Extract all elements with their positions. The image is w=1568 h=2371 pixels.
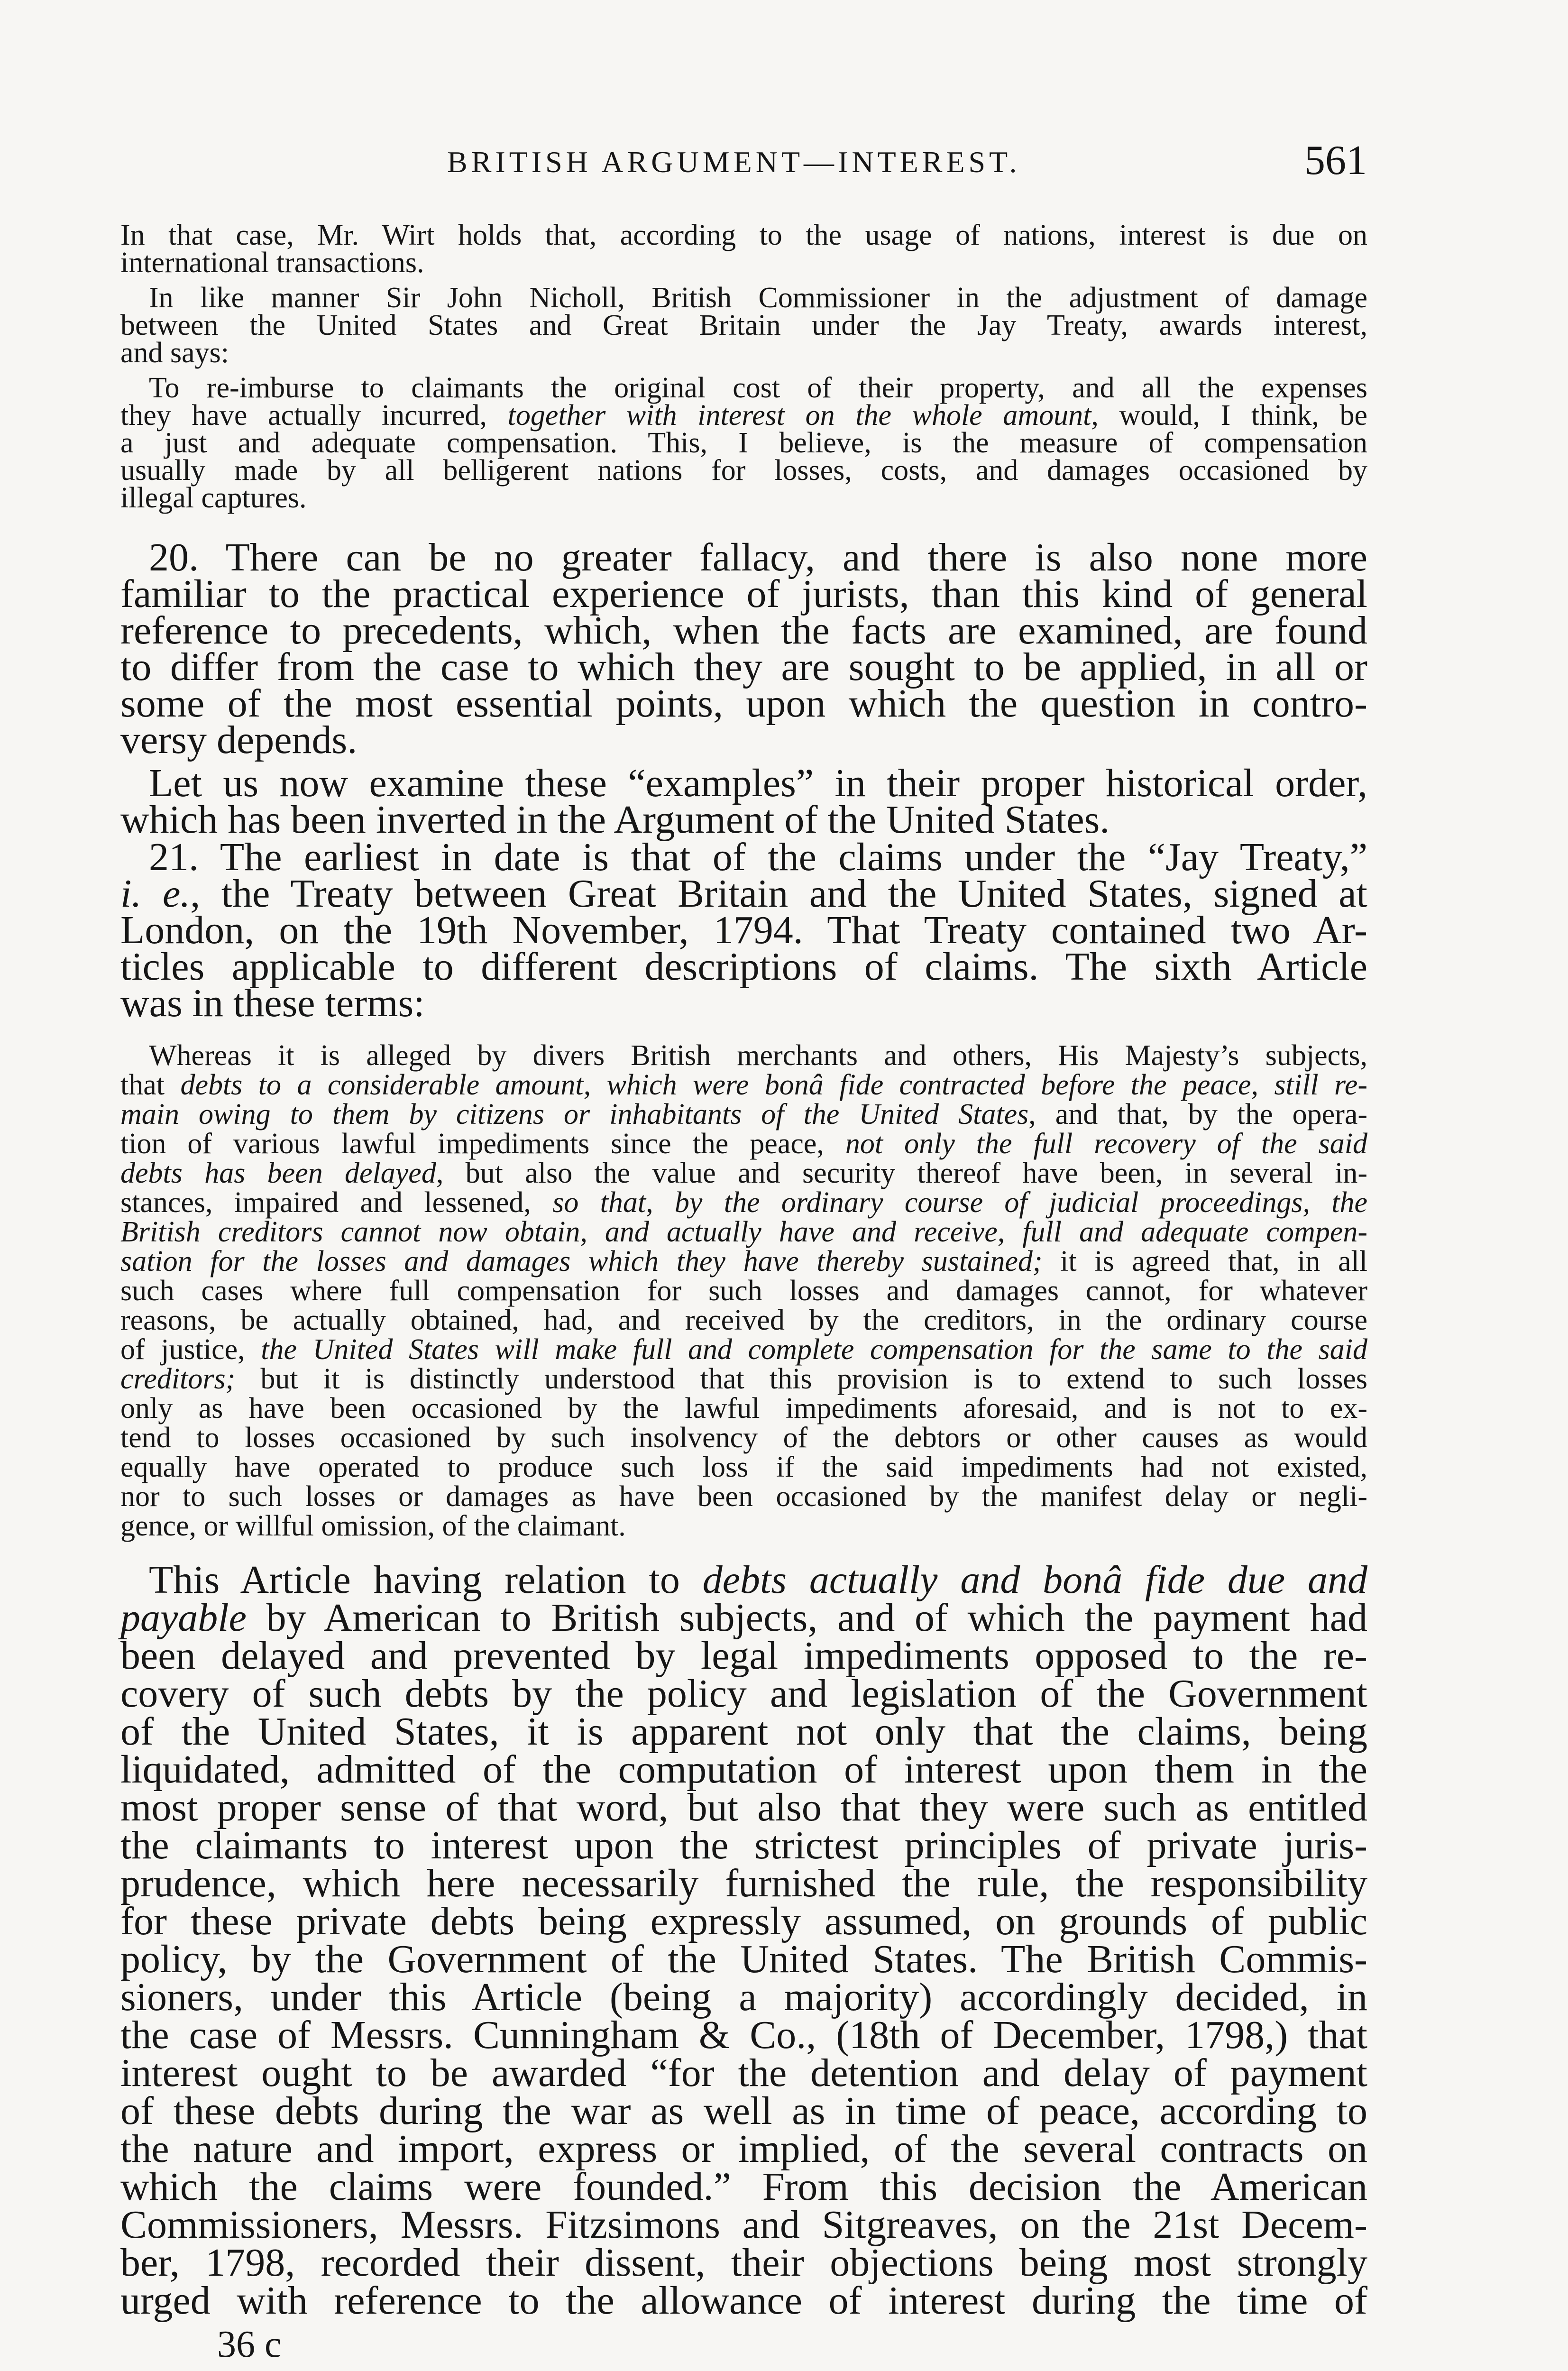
roman-text: a just and adequate compensation. This, I believe, is the measure of compensation [120,427,1367,459]
text-line [120,761,1367,805]
text-line [120,2013,1367,2057]
text-line [120,2051,1367,2095]
text-line [120,1861,1367,1905]
text-line [120,1709,1367,1754]
roman-text: of these debts during the war as well as in time of peace, according to [120,2089,1367,2133]
roman-text: which the claims were founded.” From this decision the American [120,2165,1367,2209]
roman-text: and says: [120,337,229,369]
section-21 [120,835,1367,1025]
text-line [120,718,1367,762]
text-line [120,2203,1367,2247]
section-article-six-quote [120,1041,1367,1541]
italic-text: payable [120,1596,247,1640]
text-line [120,681,1367,726]
running-title: BRITISH ARGUMENT—INTEREST. [447,145,1021,179]
roman-text: London, on the 19th November, 1794. That Treaty contained two Ar- [120,908,1367,952]
roman-text: liquidated, admitted of the computation of interest upon them in the [120,1747,1367,1792]
roman-text: most proper sense of that word, but also that they were such as entitled [120,1785,1367,1829]
text-line [120,1452,1367,1482]
italic-text: together with interest on the whole amount [507,399,1091,432]
opening-section [120,221,1367,512]
roman-text: only as have been occasioned by the lawful impediments aforesaid, and is not to ex- [120,1392,1367,1424]
italic-text: debts has been delayed [120,1157,436,1189]
text-line [120,2165,1367,2209]
roman-text: ber, 1798, recorded their dissent, their objections being most strongly [120,2241,1367,2285]
italic-text: i. e. [120,872,191,916]
paragraph-article-discussion [120,1558,1367,2323]
page-number: 561 [1304,138,1367,184]
roman-text: gence, or willful omission, of the claimant. [120,1510,626,1542]
text-line [120,1899,1367,1943]
section-examine [120,761,1367,842]
text-line [120,835,1367,879]
text-line [120,1335,1367,1364]
roman-text: they have actually incurred, [120,399,508,432]
text-line [120,1158,1367,1188]
text-line [120,1747,1367,1792]
roman-text: international transactions. [120,247,424,279]
roman-text: of the United States, it is apparent not only that the claims, being [120,1709,1367,1754]
text-line [120,1596,1367,1640]
text-line [120,872,1367,916]
roman-text: some of the most essential points, upon which the question in contro- [120,681,1367,726]
italic-text: the United States will make full and complete compensation for the same to the said [261,1333,1367,1366]
text-line [120,1823,1367,1867]
text-line [120,945,1367,989]
roman-text: 20. There can be no greater fallacy, and there is also none more [149,535,1367,579]
text-line [120,221,1367,249]
italic-text: main owing to them by citizens or inhabitants of the United States [120,1098,1029,1130]
text-line [120,484,1367,512]
roman-text: by American to British subjects, and of which the payment had [246,1596,1367,1640]
text-line [120,454,1367,487]
text-line [120,1188,1367,1217]
text-line [120,1634,1367,1678]
text-line [120,1785,1367,1829]
roman-text: but it is distinctly understood that this provision is to extend to such losses [235,1363,1367,1395]
paragraph-20 [120,535,1367,762]
italic-text: British creditors cannot now obtain, and actually have and receive, full and adequate compen- [120,1216,1367,1248]
roman-text: to differ from the case to which they are sought to be applied, in all or [120,645,1367,689]
italic-text: debts to a considerable amount, which were bonâ fide contracted before the peace, still re- [180,1069,1367,1101]
roman-text: sioners, under this Article (being a majority) accordingly decided, in [120,1975,1367,2019]
paragraph-examine [120,761,1367,842]
text-line [120,399,1367,432]
roman-text: that [120,1069,181,1101]
roman-text: policy, by the Government of the United States. The British Commis- [120,1937,1367,1981]
roman-text: This Article having relation to [149,1558,703,1602]
text-line [120,1247,1367,1276]
roman-text: illegal captures. [120,482,307,514]
text-line [120,1672,1367,1716]
text-line [120,798,1367,842]
roman-text: In like manner Sir John Nicholl, British Commissioner in the adjustment of damage [149,282,1367,314]
text-line [120,1276,1367,1305]
roman-text: versy depends. [120,718,358,762]
text-line [120,1217,1367,1247]
signature-mark: 36 c [217,2324,282,2365]
text-line [120,908,1367,952]
text-line [120,2089,1367,2133]
roman-text: nor to such losses or damages as have been occasioned by the manifest delay or negli- [120,1480,1367,1513]
text-line [120,284,1367,312]
roman-text: it is agreed that, in all [1042,1245,1368,1277]
roman-text: , the Treaty between Great Britain and the United States, signed at [190,872,1367,916]
text-line [120,1041,1367,1070]
text-line [120,2279,1367,2323]
roman-text: prudence, which here necessarily furnished the rule, the responsibility [120,1861,1367,1905]
text-line [120,1305,1367,1335]
text-line [120,1482,1367,1511]
roman-text: covery of such debts by the policy and legislation of the Government [120,1672,1367,1716]
text-line [120,429,1367,457]
roman-text: interest ought to be awarded “for the detention and delay of payment [120,2051,1367,2095]
text-line [120,1975,1367,2019]
italic-text: debts actually and bonâ fide due and [702,1558,1367,1602]
roman-text: between the United States and Great Britain under the Jay Treaty, awards interest, [120,309,1367,341]
paragraph-wirt [120,219,1367,279]
roman-text: Commissioners, Messrs. Fitzsimons and Sitgreaves, on the 21st Decem- [120,2203,1367,2247]
text-line [120,2127,1367,2171]
roman-text: To re-imburse to claimants the original cost of their property, and all the expenses [149,372,1367,404]
text-line [120,645,1367,689]
text-line [120,339,1367,367]
roman-text: familiar to the practical experience of jurists, than this kind of general [120,572,1367,616]
roman-text: such cases where full compensation for such losses and damages cannot, for whatever [120,1275,1367,1307]
roman-text: , and that, by the opera- [1028,1098,1368,1130]
text-line [120,1070,1367,1100]
roman-text: of justice, [120,1333,261,1366]
roman-text: Whereas it is alleged by divers British merchants and others, His Majesty’s subjects, [149,1039,1367,1072]
roman-text: been delayed and prevented by legal impediments opposed to the re- [120,1634,1367,1678]
roman-text: 21. The earliest in date is that of the claims under the “Jay Treaty,” [149,835,1367,879]
paragraph-nicholl [120,284,1367,367]
text-line [120,247,1367,279]
text-line [120,1129,1367,1158]
roman-text: tion of various lawful impediments since the peace, [120,1128,845,1160]
text-line [120,309,1367,341]
roman-text: which has been inverted in the Argument of the United States. [120,798,1110,842]
roman-text: , would, I think, be [1091,399,1367,432]
quote-nicholl [120,374,1367,512]
italic-text: sation for the losses and damages which they have thereby sustained; [120,1245,1043,1277]
text-line [120,981,1367,1025]
roman-text: stances, impaired and lessened, [120,1186,553,1219]
roman-text: was in these terms: [120,981,425,1025]
roman-text: reasons, be actually obtained, had, and received by the creditors, in the ordinary course [120,1304,1367,1336]
roman-text: the claimants to interest upon the strictest principles of private juris- [120,1823,1367,1867]
roman-text: Let us now examine these “examples” in their proper historical order, [149,761,1367,805]
roman-text: equally have operated to produce such loss if the said impediments had not existed, [120,1451,1367,1483]
text-line [120,2241,1367,2285]
text-line [120,1364,1367,1394]
text-line [120,1423,1367,1452]
section-article-discussion [120,1558,1367,2323]
roman-text: usually made by all belligerent nations for losses, costs, and damages occasioned by [120,454,1367,487]
text-line [120,1511,1367,1541]
text-line [120,572,1367,616]
text-line [120,374,1367,402]
roman-text: urged with reference to the allowance of interest during the time of [120,2279,1367,2323]
roman-text: for these private debts being expressly assumed, on grounds of public [120,1899,1367,1943]
roman-text: the case of Messrs. Cunningham & Co., (18th of December, 1798,) that [120,2013,1367,2057]
roman-text: In that case, Mr. Wirt holds that, according to the usage of nations, interest is due on [120,219,1367,251]
section-20 [120,535,1367,762]
roman-text: tend to losses occasioned by such insolvency of the debtors or other causes as would [120,1422,1367,1454]
italic-text: so that, by the ordinary course of judicial proceedings, the [552,1186,1368,1219]
roman-text: the nature and import, express or implied, of the several contracts on [120,2127,1367,2171]
text-line [120,1100,1367,1129]
text-line [120,1937,1367,1981]
quote-article-six [120,1041,1367,1541]
text-line [120,608,1367,652]
roman-text: ticles applicable to different descriptions of claims. The sixth Article [120,945,1367,989]
roman-text: reference to precedents, which, when the facts are examined, are found [120,608,1367,652]
italic-text: creditors; [120,1363,236,1395]
italic-text: not only the full recovery of the said [845,1128,1367,1160]
text-line [120,1558,1367,1602]
paragraph-21 [120,835,1367,1025]
text-line [120,535,1367,579]
text-line [120,1394,1367,1423]
roman-text: , but also the value and security thereof have been, in several in- [436,1157,1367,1189]
